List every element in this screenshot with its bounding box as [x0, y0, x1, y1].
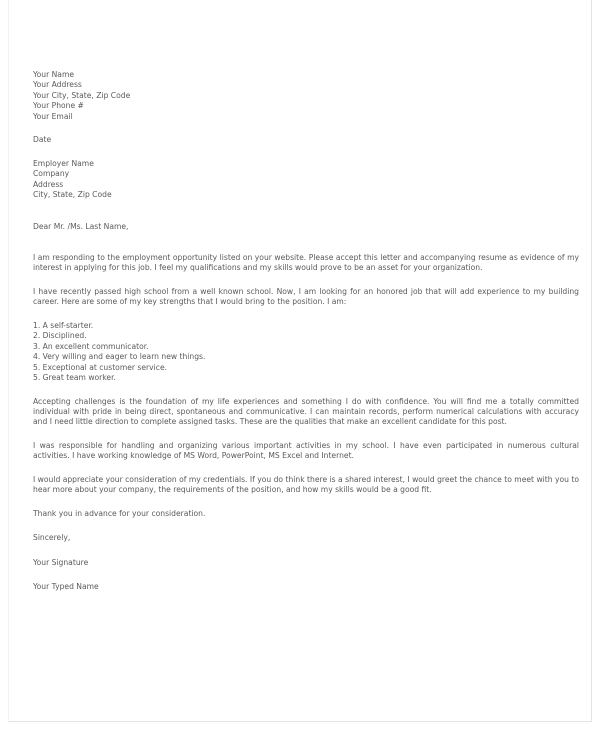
spacer-paragraph-4: [33, 462, 579, 475]
sender-address-block: [33, 70, 579, 122]
thank-you-line: Thank you in advance for your consideration.: [33, 508, 206, 518]
spacer-after-list: [33, 384, 579, 397]
recipient-company: Company: [33, 169, 70, 179]
body-paragraph-5: I would appreciate your consideration of my credentials. If you do think there is a shared interest, I would greet the chance to meet with you to hear more about your company, the requirements of the position, and how my skills would be a good fit.: [33, 474, 579, 495]
spacer-before-signature: [33, 544, 579, 558]
salutation: Dear Mr. /Ms. Last Name,: [33, 221, 129, 231]
cover-letter-body: [33, 70, 579, 593]
spacer-paragraph-3: [33, 428, 579, 441]
spacer-paragraph-1: [33, 274, 579, 287]
sender-address: Your Address: [33, 80, 82, 90]
letter-date: Date: [33, 135, 52, 145]
body-paragraph-4: I was responsible for handling and organizing various important activities in my school. I have even participated in numerous cultural activities. I have working knowledge of MS Word, PowerPoint, MS Excel and Internet.: [33, 440, 579, 461]
document-page: [8, 0, 592, 722]
signature-line: Your Signature: [33, 557, 89, 567]
body-paragraph-2: I have recently passed high school from a well known school. Now, I am looking for an honored job that will add experience to my building career. Here are some of my key strengths that I would bring to the position. I am:: [33, 286, 579, 307]
body-paragraph-3: Accepting challenges is the foundation of my life experiences and something I do with confidence. You will find me a totally committed individual with pride in being direct, spontaneous and communicative. I can maintain records, perform numerical calculations with accuracy and I need little direction to complete assigned tasks. These are the qualities that make an excellent candidate for this post.: [33, 396, 579, 427]
spacer-after-salutation: [33, 232, 579, 253]
sender-email: Your Email: [33, 111, 73, 121]
body-paragraph-1: I am responding to the employment opportunity listed on your website. Please accept this letter and accompanying resume as evidence of my interest in applying for this job. I feel my qualifications and my skills would prove to be an asset for your organization.: [33, 252, 579, 273]
list-item: 3. An excellent communicator.: [33, 341, 149, 351]
spacer-before-salutation: [33, 201, 579, 222]
spacer-before-closing: [33, 519, 579, 533]
spacer-before-recipient: [33, 146, 579, 159]
spacer-before-typed-name: [33, 568, 579, 582]
sender-phone: Your Phone #: [33, 101, 84, 111]
recipient-city-state-zip: City, State, Zip Code: [33, 190, 112, 200]
spacer-before-list: [33, 308, 579, 321]
strengths-list: [33, 321, 579, 384]
recipient-name: Employer Name: [33, 158, 94, 168]
list-item: 4. Very willing and eager to learn new things.: [33, 352, 206, 362]
list-item: 2. Disciplined.: [33, 331, 87, 341]
spacer-paragraph-5: [33, 496, 579, 509]
sender-city-state-zip: Your City, State, Zip Code: [33, 90, 131, 100]
recipient-address-block: [33, 159, 579, 201]
list-item: 5. Exceptional at customer service.: [33, 362, 168, 372]
recipient-address: Address: [33, 179, 64, 189]
closing-salutation: Sincerely,: [33, 533, 71, 543]
typed-name-line: Your Typed Name: [33, 582, 99, 592]
list-item: 1. A self-starter.: [33, 320, 94, 330]
sender-name: Your Name: [33, 70, 75, 79]
spacer-before-date: [33, 122, 579, 135]
list-item: 5. Great team worker.: [33, 373, 116, 383]
